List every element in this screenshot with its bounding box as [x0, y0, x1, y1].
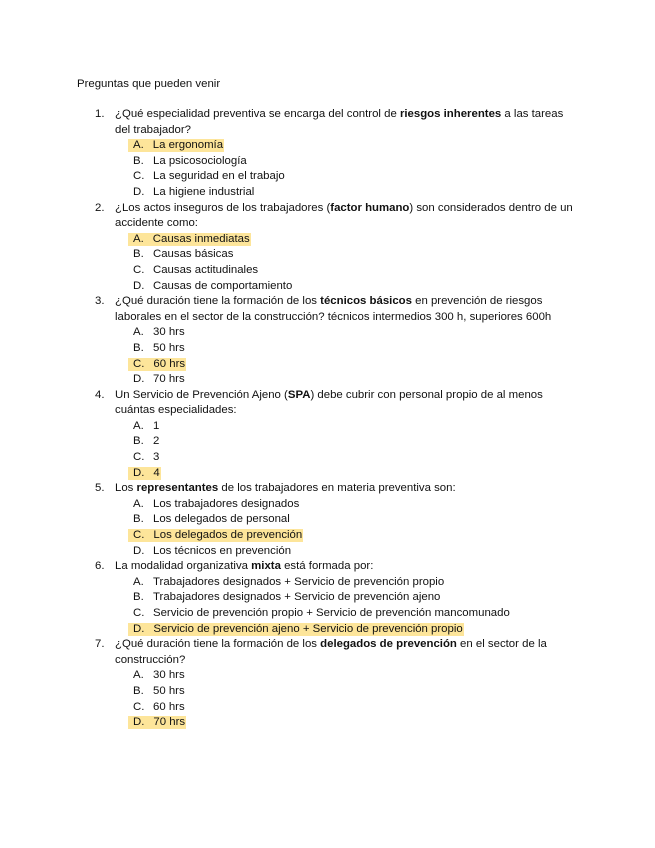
question-text-segment: ¿Qué especialidad preventiva se encarga del control de — [115, 108, 400, 120]
highlight-mark — [128, 467, 161, 480]
question-2 — [95, 201, 580, 295]
question-number: 4. — [95, 388, 105, 401]
option-letter: B. — [133, 341, 144, 354]
question-keyword: técnicos básicos — [320, 295, 412, 308]
option-text: Causas actitudinales — [153, 263, 259, 276]
question-text — [115, 481, 580, 497]
option-text: Los técnicos en prevención — [153, 544, 292, 557]
answer-option — [95, 372, 580, 388]
answer-option — [95, 169, 580, 185]
option-letter: C. — [133, 529, 145, 542]
question-3 — [95, 294, 580, 388]
answer-option-correct — [95, 357, 580, 373]
option-letter: B. — [133, 435, 144, 448]
answer-option-correct — [95, 138, 580, 154]
option-letter: D. — [133, 185, 145, 198]
option-letter: A. — [133, 669, 144, 682]
option-text: La seguridad en el trabajo — [153, 170, 285, 183]
option-text: 3 — [153, 451, 160, 464]
answer-options — [95, 138, 580, 200]
question-text-segment: Los — [115, 482, 137, 495]
option-letter: C. — [133, 451, 145, 464]
question-5 — [95, 481, 580, 559]
question-number: 7. — [95, 638, 105, 651]
highlight-mark — [128, 529, 303, 542]
question-6 — [95, 559, 580, 637]
question-keyword: mixta — [251, 560, 281, 573]
option-letter: B. — [133, 154, 144, 167]
question-text-segment: Un Servicio de Prevención Ajeno ( — [115, 388, 288, 401]
option-letter: B. — [133, 684, 144, 697]
option-letter: D. — [133, 544, 145, 557]
question-text-segment: La modalidad organizativa — [115, 560, 252, 573]
option-letter: D. — [133, 373, 145, 386]
answer-option — [95, 450, 580, 466]
question-7 — [95, 637, 580, 731]
option-letter: C. — [133, 263, 145, 276]
answer-option-correct — [95, 232, 580, 248]
question-1 — [95, 107, 580, 201]
option-letter: B. — [133, 591, 144, 604]
option-text: 70 hrs — [153, 716, 186, 729]
answer-option — [95, 700, 580, 716]
answer-option — [95, 247, 580, 263]
answer-option — [95, 606, 580, 622]
answer-option — [95, 434, 580, 450]
answer-option — [95, 497, 580, 513]
highlight-mark — [128, 139, 224, 152]
question-list — [95, 107, 580, 731]
option-text: 2 — [153, 435, 160, 448]
option-text: 4 — [153, 466, 160, 479]
question-text — [115, 388, 580, 419]
option-text: Servicio de prevención ajeno + Servicio de prevención propio — [153, 622, 463, 635]
question-text-segment: en el sector de la construcción? — [115, 638, 547, 666]
option-text: Causas de comportamiento — [153, 279, 293, 292]
answer-option — [95, 684, 580, 700]
question-text-segment: ¿Los actos inseguros de los trabajadores ( — [115, 201, 331, 214]
answer-options — [95, 497, 580, 559]
question-keyword: representantes — [136, 482, 219, 495]
question-keyword: riesgos inherentes — [399, 108, 502, 120]
answer-options — [95, 325, 580, 387]
question-number: 5. — [95, 482, 105, 495]
answer-option — [95, 590, 580, 606]
option-text: 1 — [153, 419, 160, 432]
option-letter: A. — [133, 139, 144, 152]
answer-option — [95, 263, 580, 279]
option-text: Servicio de prevención propio + Servicio de prevención mancomunado — [153, 607, 510, 619]
question-text-segment: ¿Qué duración tiene la formación de los — [115, 295, 321, 308]
option-text: La ergonomía — [152, 139, 224, 152]
question-text — [115, 107, 580, 138]
option-text: Los delegados de prevención — [153, 529, 303, 542]
option-text: 60 hrs — [153, 357, 186, 370]
question-number: 3. — [95, 295, 105, 308]
question-text-segment: en prevención de riesgos laborales en el sector de la construcción? técnicos intermedios 300 h, superiores 600h — [115, 295, 552, 323]
option-letter: A. — [133, 326, 144, 339]
option-text: Los delegados de personal — [153, 513, 290, 526]
question-keyword: SPA — [287, 388, 311, 401]
option-text: La psicosociología — [153, 154, 247, 167]
option-letter: D. — [133, 716, 145, 729]
question-text-segment: está formada por: — [280, 560, 374, 573]
answer-option-correct — [95, 715, 580, 731]
question-text — [115, 559, 580, 575]
option-letter: A. — [133, 232, 144, 245]
option-letter: A. — [133, 575, 144, 588]
document-title: Preguntas que pueden venir — [77, 78, 221, 90]
option-text: Causas inmediatas — [152, 232, 250, 245]
question-text-segment: de los trabajadores en materia preventiva son: — [218, 482, 456, 495]
answer-options — [95, 232, 580, 294]
question-keyword: factor humano — [330, 201, 410, 214]
question-text-segment: ¿Qué duración tiene la formación de los — [115, 638, 321, 651]
answer-option — [95, 512, 580, 528]
answer-options — [95, 419, 580, 481]
option-letter: C. — [133, 170, 145, 183]
option-letter: C. — [133, 357, 145, 370]
question-number: 1. — [95, 108, 105, 120]
highlight-mark — [128, 716, 186, 729]
highlight-mark — [128, 623, 464, 636]
question-text — [115, 637, 580, 668]
answer-option — [95, 154, 580, 170]
answer-option-correct — [95, 622, 580, 638]
answer-option — [95, 279, 580, 295]
answer-option — [95, 325, 580, 341]
option-text: Los trabajadores designados — [153, 497, 300, 510]
question-text-segment: ) debe cubrir con personal propio de al menos cuántas especialidades: — [115, 388, 543, 417]
option-letter: A. — [133, 419, 144, 432]
option-text: Trabajadores designados + Servicio de prevención propio — [153, 575, 445, 588]
question-number: 6. — [95, 560, 105, 573]
question-keyword: delegados de prevención — [320, 638, 457, 651]
answer-option — [95, 185, 580, 201]
option-letter: A. — [133, 497, 144, 510]
question-text-segment: a las tareas del trabajador? — [115, 108, 564, 136]
option-letter: C. — [133, 700, 145, 713]
option-text: 60 hrs — [153, 700, 185, 713]
answer-option — [95, 668, 580, 684]
answer-option — [95, 341, 580, 357]
option-letter: B. — [133, 248, 144, 261]
question-text-segment: ) son considerados dentro de un accidente como: — [115, 201, 573, 230]
answer-options — [95, 575, 580, 637]
option-letter: C. — [133, 607, 145, 619]
answer-options — [95, 668, 580, 730]
question-number: 2. — [95, 201, 105, 214]
option-letter: D. — [133, 466, 145, 479]
option-letter: B. — [133, 513, 144, 526]
highlight-mark — [128, 358, 186, 371]
answer-option — [95, 544, 580, 560]
option-text: 50 hrs — [153, 684, 185, 697]
option-text: 30 hrs — [153, 326, 185, 339]
highlight-mark — [128, 233, 251, 246]
option-text: Causas básicas — [153, 248, 234, 261]
answer-option — [95, 575, 580, 591]
answer-option-correct — [95, 466, 580, 482]
question-text — [115, 294, 580, 325]
option-letter: D. — [133, 622, 145, 635]
option-text: La higiene industrial — [153, 185, 255, 198]
answer-option-correct — [95, 528, 580, 544]
option-letter: D. — [133, 279, 145, 292]
question-4 — [95, 388, 580, 482]
option-text: Trabajadores designados + Servicio de prevención ajeno — [153, 591, 441, 604]
question-text — [115, 201, 580, 232]
answer-option — [95, 419, 580, 435]
option-text: 50 hrs — [153, 341, 185, 354]
option-text: 30 hrs — [153, 669, 185, 682]
option-text: 70 hrs — [153, 373, 185, 386]
